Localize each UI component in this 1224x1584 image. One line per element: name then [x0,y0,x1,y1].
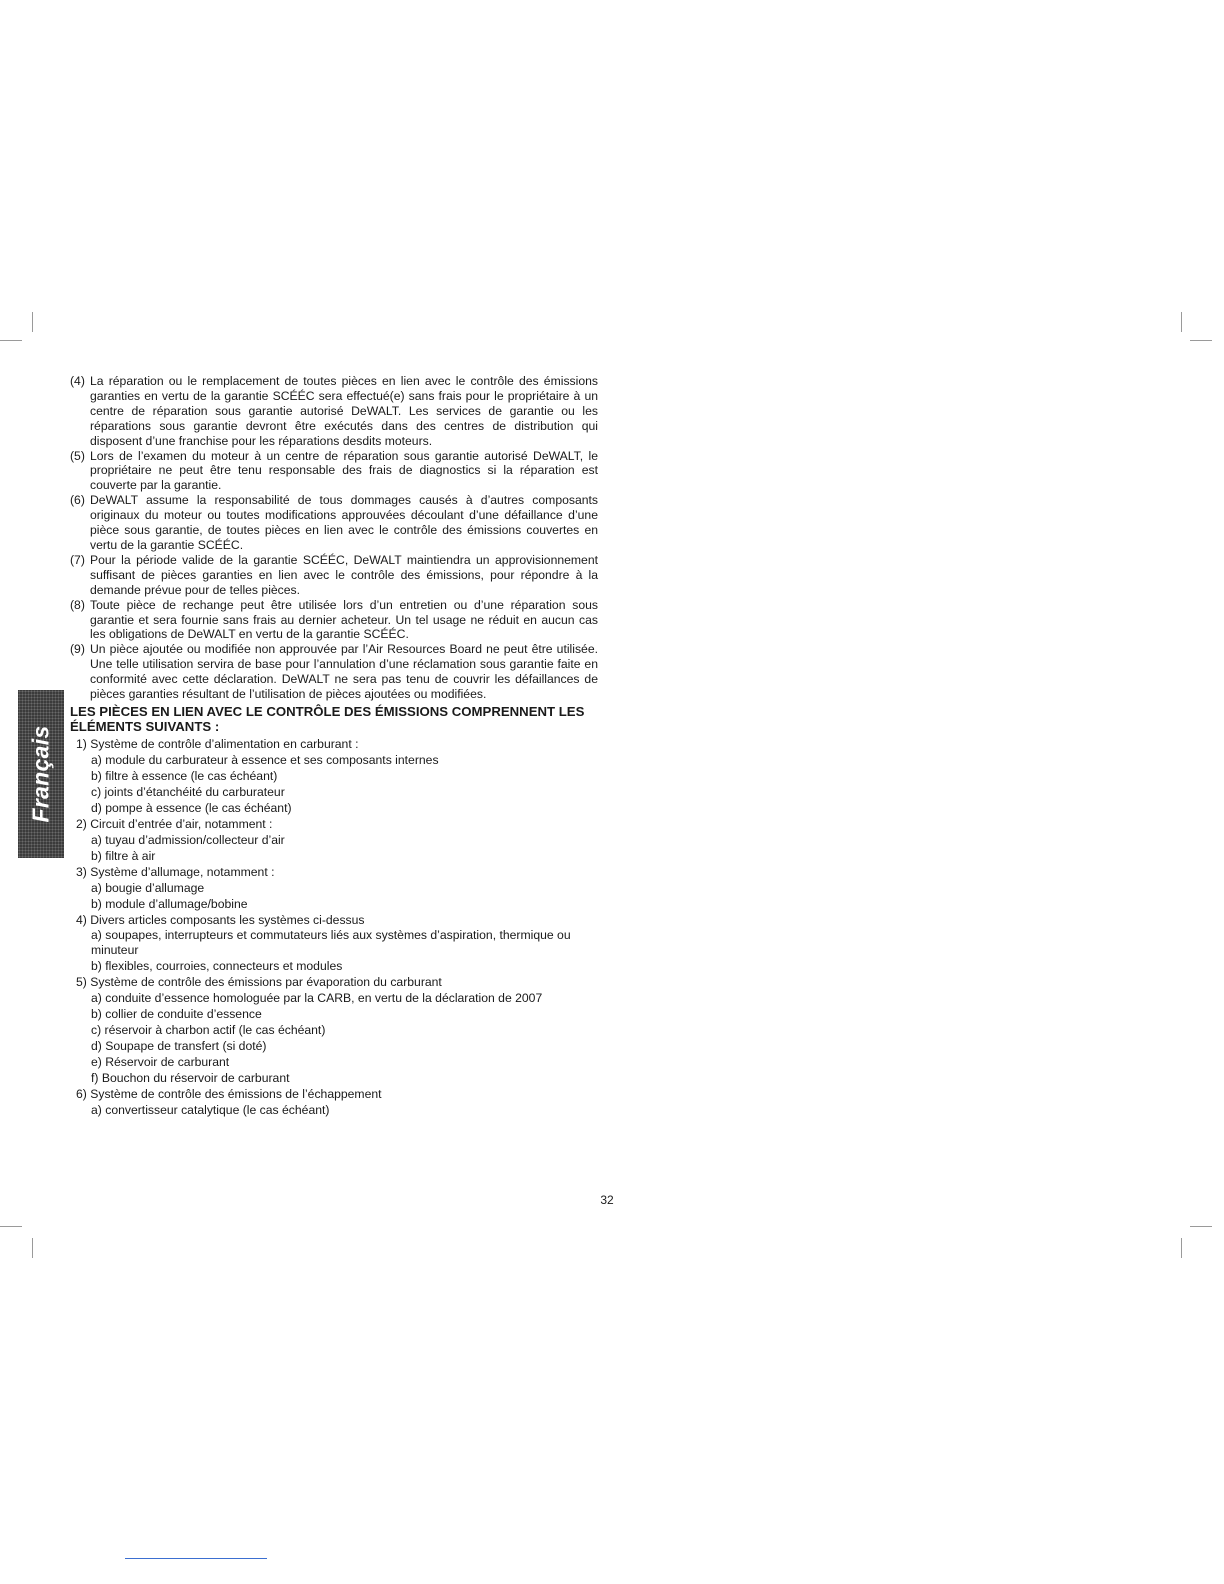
list-item: c) réservoir à charbon actif (le cas échéant) [91,1022,326,1037]
list-item: b) filtre à essence (le cas échéant) [91,768,278,783]
warranty-paragraph [70,553,598,598]
list-item: d) Soupape de transfert (si doté) [91,1038,267,1053]
list-item: b) filtre à air [91,848,156,863]
paragraph-number: (7) [70,552,85,567]
list-group-title: 3) Système d’allumage, notamment : [76,864,275,879]
list-item: a) conduite d’essence homologuée par la CARB, en vertu de la déclaration de 2007 [91,990,543,1005]
list-item: f) Bouchon du réservoir de carburant [91,1070,290,1085]
warranty-paragraph [70,598,598,643]
language-tab-label: Français [27,725,54,823]
list-item: e) Réservoir de carburant [91,1054,230,1069]
warranty-paragraph [70,493,598,553]
paragraph-number: (8) [70,597,85,612]
footnote-link-line [125,1558,267,1559]
paragraph-text: Un pièce ajoutée ou modifiée non approuvée par l’Air Resources Board ne peut être utilisée. Une telle utilisation servira de base pour l’annulation d’une réclamation sous garantie faite en conformité avec cette déclaration. DeWALT ne sera pas tenu de couvrir les défaillances de pièces garanties résultant de l’utilisation de pièces ajoutées ou modifiées. [90,642,598,702]
paragraph-number: (4) [70,374,85,388]
warranty-paragraph [70,449,598,494]
list-group-title: 6) Système de contrôle des émissions de l’échappement [76,1086,382,1101]
crop-mark [1190,340,1212,341]
crop-mark [32,312,33,332]
language-side-tab [18,690,64,858]
paragraph-number: (5) [70,448,85,463]
list-item: b) collier de conduite d’essence [91,1006,262,1021]
warranty-paragraph [70,642,598,702]
warranty-paragraph [70,374,598,449]
list-group-title: 4) Divers articles composants les systèmes ci-dessus [76,912,365,927]
list-item: d) pompe à essence (le cas échéant) [91,800,292,815]
crop-mark [0,340,22,341]
paragraph-text: Lors de l’examen du moteur à un centre de réparation sous garantie autorisé DeWALT, le propriétaire ne peut être tenu responsable des frais de diagnostics si la réparation est couverte par la garantie. [90,448,598,493]
parts-list [70,736,598,1118]
paragraph-text: Pour la période valide de la garantie SCÉÉC, DeWALT maintiendra un approvisionnement suffisant de pièces garanties en lien avec le contrôle des émissions, pour répondre à la demande prévue pour de telles pièces. [90,552,598,597]
list-item: a) convertisseur catalytique (le cas échéant) [91,1102,330,1117]
crop-mark [32,1238,33,1258]
paragraph-text: Toute pièce de rechange peut être utilisée lors d’un entretien ou d’une réparation sous garantie et sera fournie sans frais au dernier acheteur. Un tel usage ne réduit en aucun cas les obligations de DeWALT en vertu de la garantie SCÉÉC. [90,597,598,642]
paragraph-number: (9) [70,642,85,657]
list-group-title: 1) Système de contrôle d’alimentation en carburant : [76,736,359,751]
list-item: b) flexibles, courroies, connecteurs et modules [91,958,343,973]
section-heading: LES PIÈCES EN LIEN AVEC LE CONTRÔLE DES ÉMISSIONS COMPRENNENT LES ÉLÉMENTS SUIVANTS : [70,703,585,735]
list-item: a) bougie d’allumage [91,880,205,895]
page-number: 32 [600,1193,614,1207]
list-item: a) module du carburateur à essence et ses composants internes [91,752,439,767]
list-group-title: 5) Système de contrôle des émissions par évaporation du carburant [76,974,442,989]
list-group-title: 2) Circuit d’entrée d’air, notamment : [76,816,273,831]
paragraph-text: La réparation ou le remplacement de toutes pièces en lien avec le contrôle des émissions garanties en vertu de la garantie SCÉÉC sera effectué(e) sans frais pour le propriétaire à un centre de réparation sous garantie autorisé DeWALT. Les services de garantie ou les réparations sous garantie devront être exécutés dans des centres de distribution qui disposent d’une franchise pour les réparations desdits moteurs. [90,374,598,448]
crop-mark [1190,1226,1212,1227]
paragraph-text: DeWALT assume la responsabilité de tous dommages causés à d’autres composants originaux du moteur ou toutes modifications approuvées découlant d’une défaillance d’une pièce sous garantie, de toutes pièces en lien avec le contrôle des émissions couvertes en vertu de la garantie SCÉÉC. [90,493,598,552]
page-content [70,374,598,1118]
list-item: c) joints d’étanchéité du carburateur [91,784,285,799]
list-item: a) soupapes, interrupteurs et commutateurs liés aux systèmes d’aspiration, thermique ou minuteur [91,927,571,957]
crop-mark [1181,312,1182,332]
crop-mark [1181,1238,1182,1258]
crop-mark [0,1226,22,1227]
list-item: a) tuyau d’admission/collecteur d’air [91,832,285,847]
list-item: b) module d’allumage/bobine [91,896,248,911]
paragraph-number: (6) [70,493,85,508]
